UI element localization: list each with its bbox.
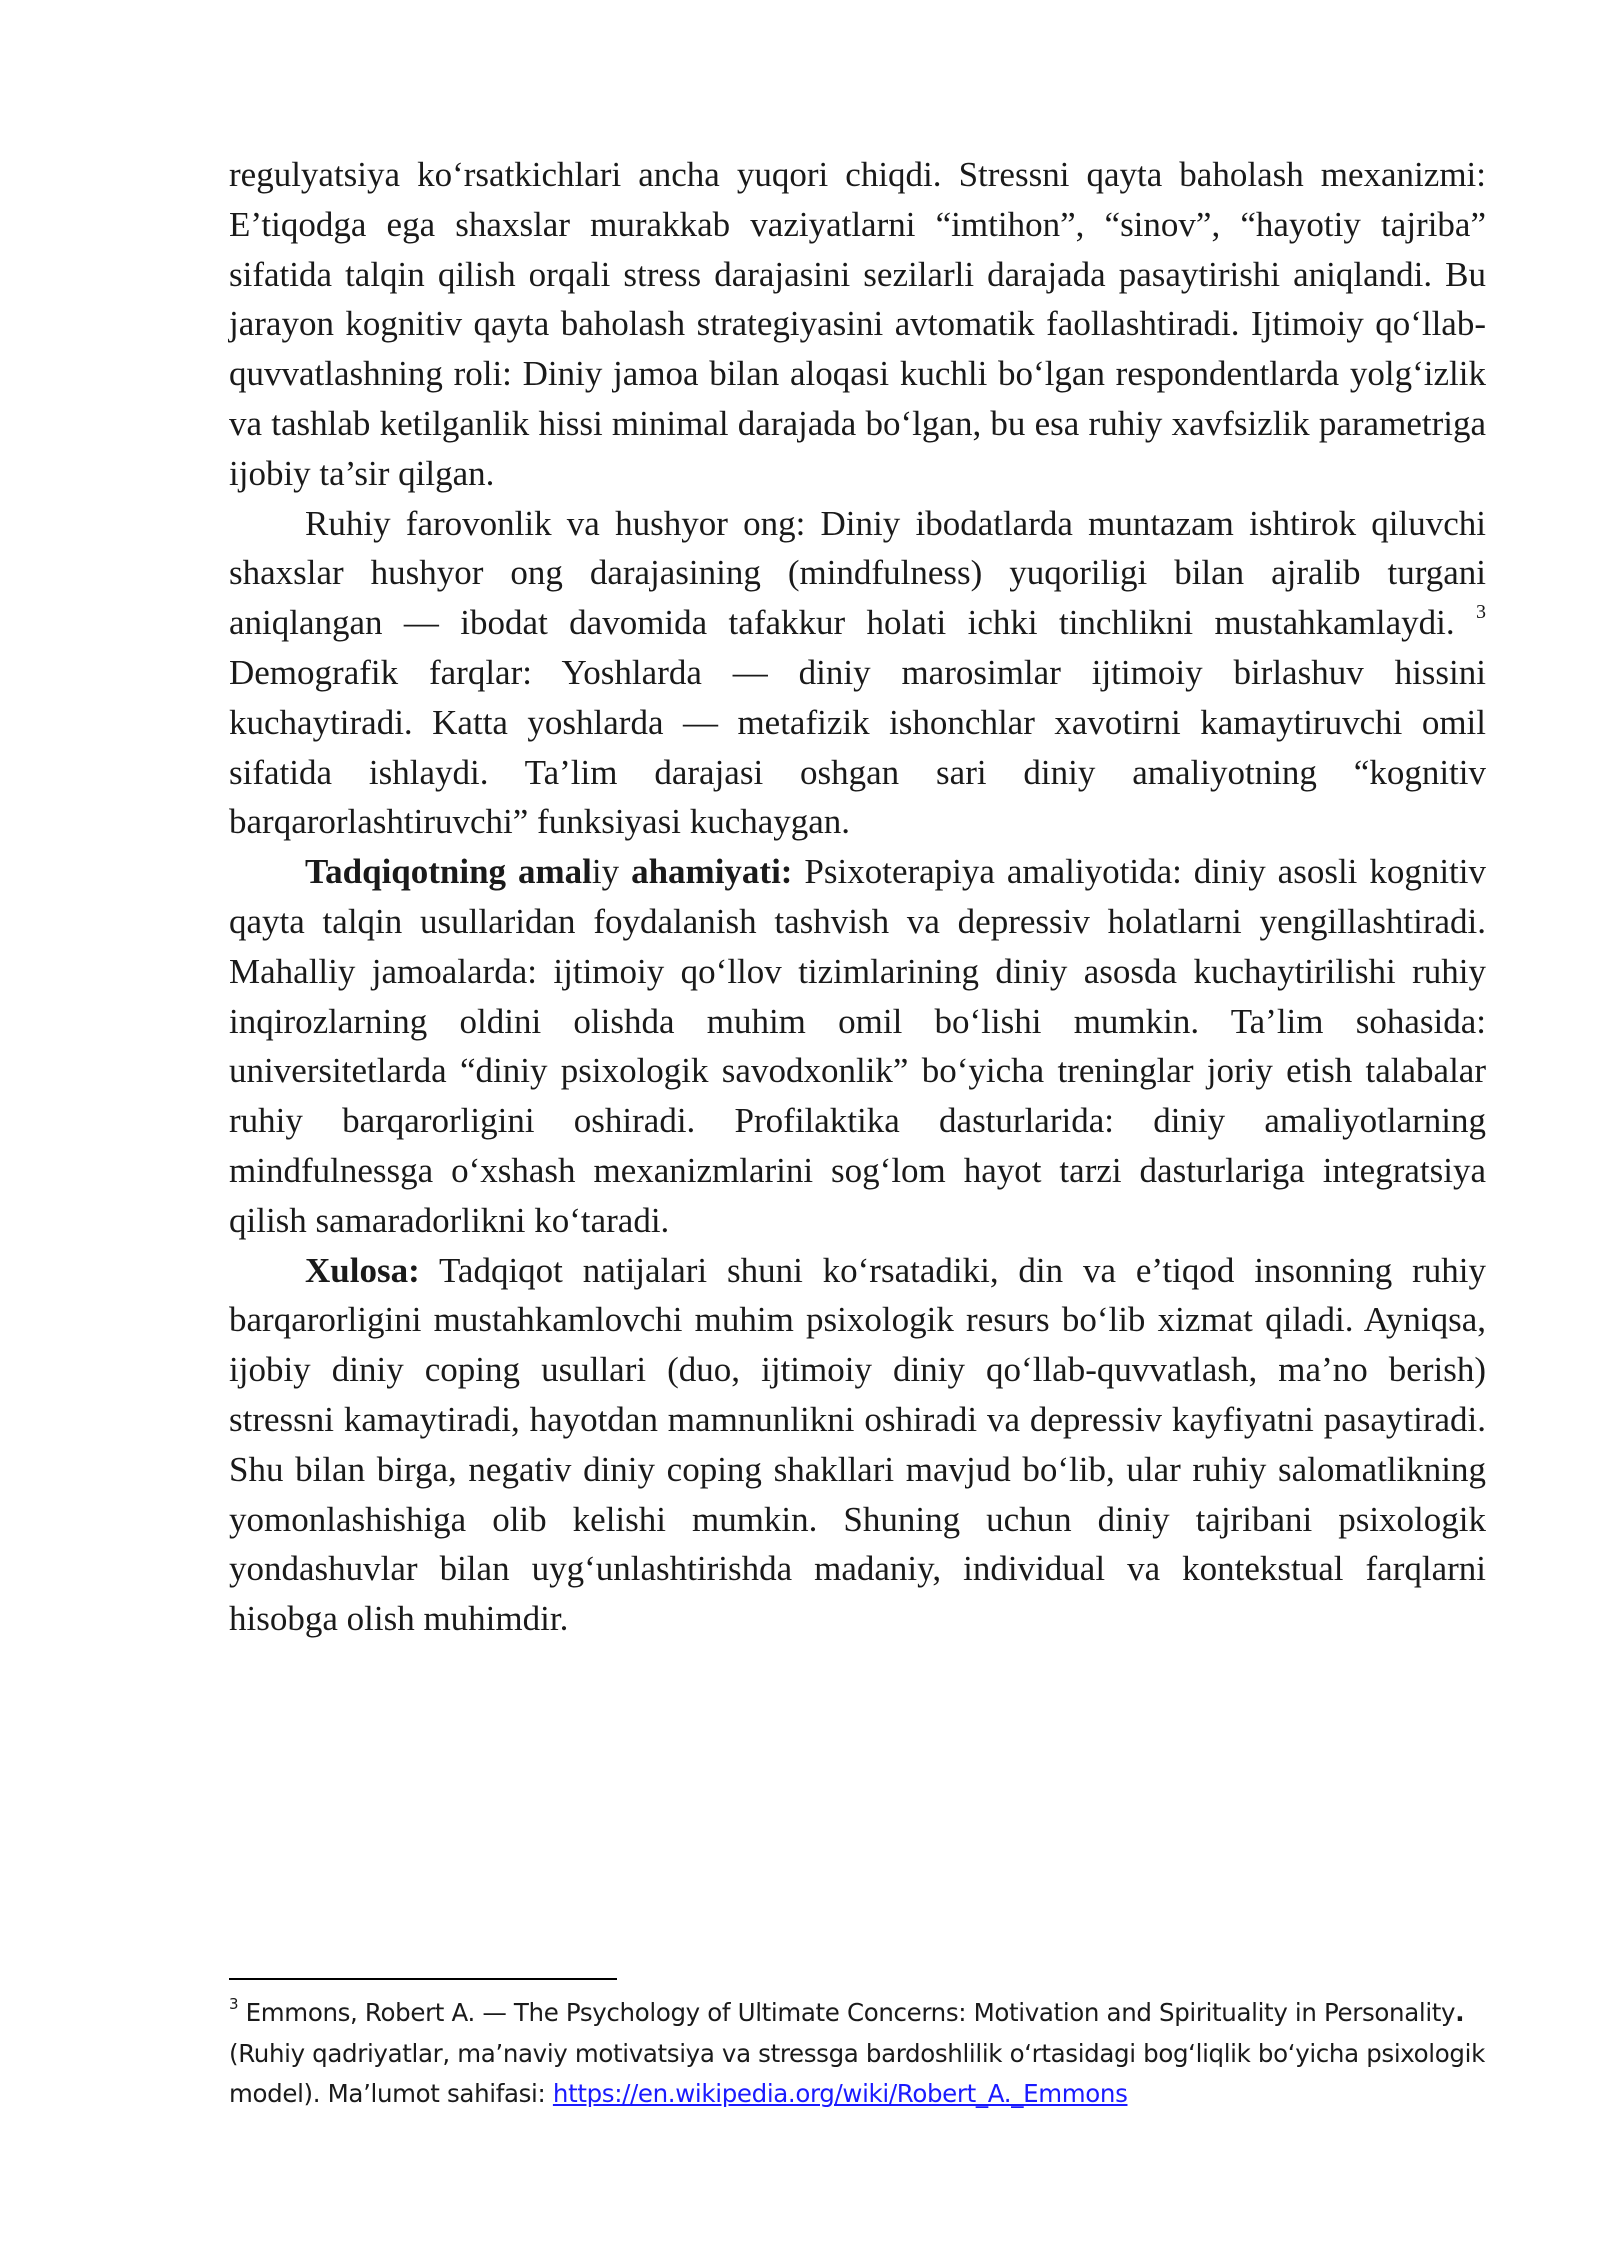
footnote-link[interactable]: https://en.wikipedia.org/wiki/Robert_A._Emmons [552,2079,1128,2108]
paragraph-text: regulyatsiya ko‘rsatkichlari ancha yuqori chiqdi. Stressni qayta baholash mexanizmi: E’tiqodga ega shaxslar murakkab vaziyatlarni “imtihon”, “sinov”, “hayotiy tajriba” sifatida talqin qilish orqali stress darajasini sezilarli darajada pasaytirishi aniqlandi. Bu jarayon kognitiv qayta baholash strategiyasini avtomatik faollashtiradi. Ijtimoiy qo‘llab-quvvatlashning roli: Diniy jamoa bilan aloqasi kuchli bo‘lgan respondentlarda yolg‘izlik va tashlab ketilganlik hissi minimal darajada bo‘lgan, bu esa ruhiy xavfsizlik parametriga ijobiy ta’sir qilgan. [229,155,1486,493]
footnote-period: . [1455,1998,1465,2027]
document-body [229,150,1486,1644]
paragraph-results-continued [229,150,1486,499]
footnote [229,1993,1486,2115]
section-heading-inline: Tadqiqotning amal [305,852,592,892]
footnote-text: Emmons, Robert A. — The Psychology of Ultimate Concerns: Motivation and Spirituality in Personality [245,1998,1456,2027]
paragraph-text: Psixoterapiya amaliyotida: diniy asosli kognitiv qayta talqin usullaridan foydalanish tashvish va depressiv holatlarni yengillashtiradi. Mahalliy jamoalarda: ijtimoiy qo‘llov tizimlarining diniy asosda kuchaytirilishi ruhiy inqirozlarning oldini olishda muhim omil bo‘lishi mumkin. Ta’lim sohasida: universitetlarda “diniy psixologik savodxonlik” bo‘yicha treninglar joriy etish talabalar ruhiy barqarorligini oshiradi. Profilaktika dasturlarida: diniy amaliyotlarning mindfulnessga o‘xshash mexanizmlarini sog‘lom hayot tarzi dasturlariga integratsiya qilish samaradorlikni ko‘taradi. [229,852,1487,1240]
footnote-text: (Ruhiy qadriyatlar, ma’naviy motivatsiya va stressga bardoshlilik o‘rtasidagi bog‘liqlik bo‘yicha psixologik model). Ma’lumot sahifasi: [229,2038,1485,2108]
paragraph-conclusion [229,1246,1486,1644]
paragraph-mindfulness [229,499,1486,848]
paragraph-text: Demografik farqlar: Yoshlarda — diniy marosimlar ijtimoiy birlashuv hissini kuchaytiradi. Katta yoshlarda — metafizik ishonchlar xavotirni kamaytiruvchi omil sifatida ishlaydi. Ta’lim darajasi oshgan sari diniy amaliyotning “kognitiv barqarorlashtiruvchi” funksiyasi kuchaygan. [229,652,1486,842]
section-heading-inline: ahamiyati: [631,852,793,892]
footnote-separator [229,1978,617,1980]
footnote-reference[interactable]: 3 [1476,600,1487,623]
section-heading-inline-plain: iy [591,852,620,892]
conclusion-heading: Xulosa: [305,1250,420,1290]
footnote-marker: 3 [229,1994,239,2013]
paragraph-text: Ruhiy farovonlik va hushyor ong: Diniy ibodatlarda muntazam ishtirok qiluvchi shaxslar hushyor ong darajasining (mindfulness) yuqoriligi bilan ajralib turgani aniqlangan — ibodat davomida tafakkur holati ichki tinchlikni mustahkamlaydi. [229,503,1486,643]
paragraph-practical-significance [229,847,1486,1245]
paragraph-text: Tadqiqot natijalari shuni ko‘rsatadiki, din va e’tiqod insonning ruhiy barqarorligini mustahkamlovchi muhim psixologik resurs bo‘lib xizmat qiladi. Ayniqsa, ijobiy diniy coping usullari (duo, ijtimoiy diniy qo‘llab-quvvatlash, ma’no berish) stressni kamaytiradi, hayotdan mamnunlikni oshiradi va depressiv kayfiyatni pasaytiradi. Shu bilan birga, negativ diniy coping shakllari mavjud bo‘lib, ular ruhiy salomatlikning yomonlashishiga olib kelishi mumkin. Shuning uchun diniy tajribani psixologik yondashuvlar bilan uyg‘unlashtirishda madaniy, individual va kontekstual farqlarni hisobga olish muhimdir. [229,1250,1486,1639]
